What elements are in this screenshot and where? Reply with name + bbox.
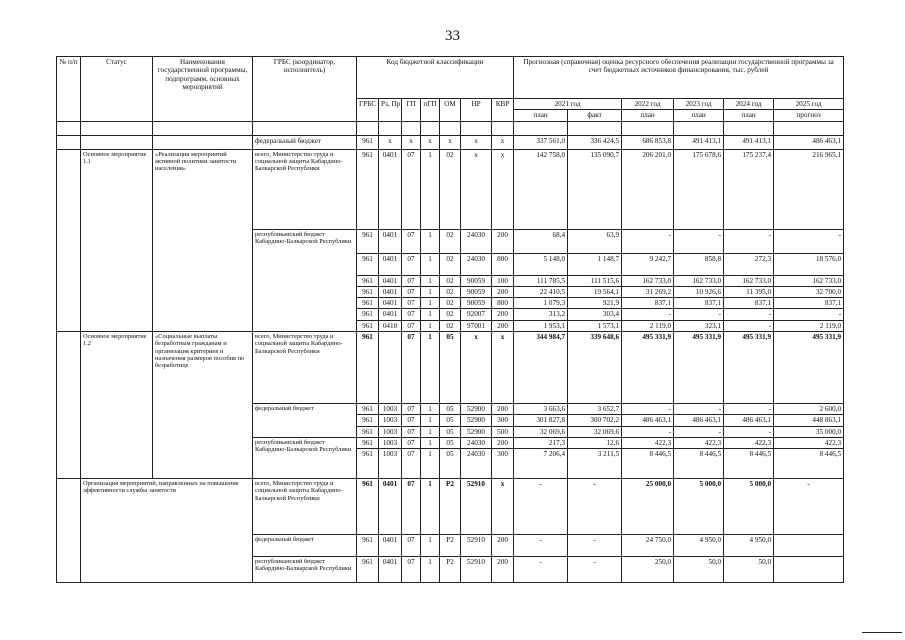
- value-cell: 8 446,5: [622, 449, 674, 479]
- header-code-om: ОМ: [440, 99, 461, 122]
- code-cell: 961: [357, 426, 379, 437]
- code-cell: 1: [421, 298, 440, 309]
- code-cell: 200: [492, 437, 514, 448]
- code-cell: 92007: [461, 309, 492, 320]
- table-row: [57, 331, 844, 403]
- code-cell: 961: [357, 403, 379, 414]
- value-cell: -: [724, 403, 774, 414]
- value-cell: 486 463,1: [774, 135, 844, 149]
- code-cell: 05: [440, 403, 461, 414]
- value-cell: 1 079,3: [514, 298, 568, 309]
- value-cell: 162 733,0: [724, 275, 774, 286]
- value-cell: 339 648,6: [568, 331, 622, 403]
- grbs-cell: всего, Министерство труда и социальной защиты Кабардино-Балкарской Республики: [253, 149, 357, 229]
- value-cell: 323,1: [674, 320, 724, 331]
- code-cell: 0401: [379, 535, 402, 557]
- value-cell: -: [622, 426, 674, 437]
- code-cell: 05: [440, 415, 461, 426]
- code-cell: 24030: [461, 229, 492, 253]
- value-cell: 68,4: [514, 229, 568, 253]
- header-status: Статус: [81, 57, 153, 122]
- value-cell: 495 331,9: [622, 331, 674, 403]
- code-cell: [379, 331, 402, 403]
- table-row: [57, 149, 844, 229]
- name-cell: «Социальные выплаты безработным гражданам и организация критериев и назначения размеров пособия по безработице: [153, 331, 253, 478]
- value-cell: 1 148,7: [568, 253, 622, 275]
- code-cell: 961: [357, 309, 379, 320]
- header-code-kvr: КВР: [492, 99, 514, 122]
- value-cell: 175 237,4: [724, 149, 774, 229]
- value-cell: 19 564,1: [568, 286, 622, 297]
- grbs-cell: республиканский бюджет Кабардино-Балкарской Республики: [253, 437, 357, 478]
- code-cell: 52910: [461, 557, 492, 583]
- value-cell: 142 758,0: [514, 149, 568, 229]
- grbs-cell: всего, Министерство труда и социальной защиты Кабардино-Балкарской Республики: [253, 479, 357, 535]
- code-cell: 1: [421, 229, 440, 253]
- value-cell: 8 446,5: [724, 449, 774, 479]
- status-cell: Основное мероприятие 1.1: [81, 149, 153, 331]
- value-cell: 216 965,1: [774, 149, 844, 229]
- code-cell: 961: [357, 320, 379, 331]
- value-cell: [774, 535, 844, 557]
- code-cell: 07: [402, 403, 421, 414]
- code-cell: x: [492, 135, 514, 149]
- code-cell: x: [492, 149, 514, 229]
- value-cell: 217,3: [514, 437, 568, 448]
- code-cell: 1: [421, 320, 440, 331]
- code-cell: P2: [440, 535, 461, 557]
- code-cell: 52900: [461, 403, 492, 414]
- code-cell: x: [379, 135, 402, 149]
- value-cell: 858,8: [674, 253, 724, 275]
- value-cell: -: [622, 229, 674, 253]
- value-cell: 18 576,0: [774, 253, 844, 275]
- value-cell: -: [724, 309, 774, 320]
- value-cell: 9 242,7: [622, 253, 674, 275]
- value-cell: 25 000,0: [622, 479, 674, 535]
- code-cell: P2: [440, 479, 461, 535]
- header-code-nr: НР: [461, 99, 492, 122]
- header-sub-plan: план: [622, 110, 674, 121]
- code-cell: 07: [402, 449, 421, 479]
- value-cell: 448 863,1: [774, 415, 844, 426]
- code-cell: 0401: [379, 298, 402, 309]
- value-cell: 4 950,0: [674, 535, 724, 557]
- value-cell: -: [674, 229, 724, 253]
- code-cell: 1: [421, 479, 440, 535]
- code-cell: 52910: [461, 479, 492, 535]
- code-cell: 05: [440, 426, 461, 437]
- code-cell: 961: [357, 415, 379, 426]
- budget-table: [56, 56, 844, 583]
- code-cell: P2: [440, 557, 461, 583]
- header-sub-plan: план: [514, 110, 568, 121]
- value-cell: 111 515,6: [568, 275, 622, 286]
- code-cell: 07: [402, 437, 421, 448]
- code-cell: 05: [440, 331, 461, 403]
- page-number: 33: [445, 28, 460, 44]
- value-cell: 495 331,9: [774, 331, 844, 403]
- value-cell: 32 069,6: [514, 426, 568, 437]
- value-cell: 3 652,7: [568, 403, 622, 414]
- code-cell: 961: [357, 149, 379, 229]
- code-cell: 07: [402, 320, 421, 331]
- header-sub-plan: план: [724, 110, 774, 121]
- value-cell: 5 000,0: [674, 479, 724, 535]
- value-cell: -: [724, 320, 774, 331]
- code-cell: 0401: [379, 557, 402, 583]
- header-sub-fact: факт: [568, 110, 622, 121]
- value-cell: 32 700,0: [774, 286, 844, 297]
- value-cell: 162 733,0: [622, 275, 674, 286]
- value-cell: 300 702,2: [568, 415, 622, 426]
- value-cell: -: [622, 403, 674, 414]
- grbs-cell: всего, Министерство труда и социальной защиты Кабардино-Балкарской Республики: [253, 331, 357, 403]
- code-cell: 1: [421, 535, 440, 557]
- value-cell: 1 573,1: [568, 320, 622, 331]
- value-cell: 5 000,0: [724, 479, 774, 535]
- code-cell: 02: [440, 229, 461, 253]
- code-cell: 02: [440, 275, 461, 286]
- code-cell: x: [492, 331, 514, 403]
- code-cell: 961: [357, 275, 379, 286]
- code-cell: 1: [421, 331, 440, 403]
- header-sub-plan: план: [674, 110, 724, 121]
- value-cell: 3 211,5: [568, 449, 622, 479]
- value-cell: 495 331,9: [674, 331, 724, 403]
- value-cell: 32 069,6: [568, 426, 622, 437]
- code-cell: 07: [402, 331, 421, 403]
- code-cell: 1: [421, 557, 440, 583]
- value-cell: 486 463,1: [674, 415, 724, 426]
- grbs-cell: федеральный бюджет: [253, 135, 357, 149]
- value-cell: 50,0: [674, 557, 724, 583]
- header-code-rzpr: Рз, Пр: [379, 99, 402, 122]
- code-cell: 07: [402, 229, 421, 253]
- value-cell: -: [674, 309, 724, 320]
- code-cell: 200: [492, 229, 514, 253]
- value-cell: 686 853,8: [622, 135, 674, 149]
- code-cell: 07: [402, 253, 421, 275]
- code-cell: 90059: [461, 275, 492, 286]
- value-cell: -: [568, 535, 622, 557]
- code-cell: 961: [357, 286, 379, 297]
- code-cell: 07: [402, 535, 421, 557]
- code-cell: 961: [357, 557, 379, 583]
- header-num: № п/п: [57, 57, 81, 122]
- code-cell: 961: [357, 449, 379, 479]
- value-cell: 31 269,2: [622, 286, 674, 297]
- code-cell: 1003: [379, 415, 402, 426]
- value-cell: -: [674, 403, 724, 414]
- name-cell: Организация мероприятий, направленных на повышение эффективности службы занятости: [81, 479, 253, 583]
- code-cell: 961: [357, 229, 379, 253]
- code-cell: 961: [357, 253, 379, 275]
- value-cell: -: [774, 309, 844, 320]
- value-cell: -: [724, 229, 774, 253]
- code-cell: 200: [492, 286, 514, 297]
- code-cell: 800: [492, 298, 514, 309]
- code-cell: 500: [492, 426, 514, 437]
- code-cell: x: [421, 135, 440, 149]
- value-cell: -: [674, 426, 724, 437]
- code-cell: 1: [421, 437, 440, 448]
- code-cell: 961: [357, 331, 379, 403]
- code-cell: 1003: [379, 403, 402, 414]
- code-cell: 07: [402, 298, 421, 309]
- header-year-2022: 2022 год: [622, 99, 674, 110]
- code-cell: 1: [421, 403, 440, 414]
- code-cell: x: [440, 135, 461, 149]
- code-cell: 1003: [379, 437, 402, 448]
- code-cell: x: [402, 135, 421, 149]
- value-cell: 162 733,0: [774, 275, 844, 286]
- code-cell: 300: [492, 415, 514, 426]
- value-cell: 495 331,9: [724, 331, 774, 403]
- value-cell: 35 000,0: [774, 426, 844, 437]
- code-cell: 200: [492, 403, 514, 414]
- value-cell: 3 663,6: [514, 403, 568, 414]
- code-cell: 0410: [379, 320, 402, 331]
- header-forecast: Прогнозная (справочная) оценка ресурсного обеспечения реализации государственной программы за счет бюджетных источников финансирования, тыс. рублей: [514, 57, 844, 99]
- header-year-2021: 2021 год: [514, 99, 622, 110]
- header-name: Наименования государственной программы, подпрограмм, основных мероприятий: [153, 57, 253, 122]
- grbs-cell: республиканский бюджет Кабардино-Балкарской Республики: [253, 557, 357, 583]
- value-cell: [774, 557, 844, 583]
- code-cell: 02: [440, 149, 461, 229]
- grbs-cell: республиканский бюджет Кабардино-Балкарской Республики: [253, 229, 357, 331]
- header-year-2025: 2025 год: [774, 99, 844, 110]
- code-cell: x: [492, 479, 514, 535]
- code-cell: 1: [421, 253, 440, 275]
- code-cell: 24030: [461, 449, 492, 479]
- status-cell: Основное мероприятие 1.2: [81, 331, 153, 478]
- code-cell: 0401: [379, 479, 402, 535]
- code-cell: 05: [440, 437, 461, 448]
- code-cell: 07: [402, 149, 421, 229]
- value-cell: 162 733,0: [674, 275, 724, 286]
- code-cell: 02: [440, 253, 461, 275]
- value-cell: 344 984,7: [514, 331, 568, 403]
- code-cell: 02: [440, 320, 461, 331]
- value-cell: -: [774, 229, 844, 253]
- scan-edge-mark: [862, 632, 902, 633]
- value-cell: -: [568, 479, 622, 535]
- code-cell: 1: [421, 426, 440, 437]
- code-cell: 0401: [379, 229, 402, 253]
- value-cell: 272,3: [724, 253, 774, 275]
- code-cell: 0401: [379, 286, 402, 297]
- header-year-2024: 2024 год: [724, 99, 774, 110]
- code-cell: 05: [440, 449, 461, 479]
- value-cell: -: [514, 479, 568, 535]
- code-cell: x: [461, 135, 492, 149]
- value-cell: 422,3: [622, 437, 674, 448]
- value-cell: 175 678,6: [674, 149, 724, 229]
- code-cell: 02: [440, 309, 461, 320]
- value-cell: 837,1: [674, 298, 724, 309]
- code-cell: 90059: [461, 286, 492, 297]
- value-cell: 486 463,1: [622, 415, 674, 426]
- value-cell: 4 950,0: [724, 535, 774, 557]
- code-cell: 200: [492, 309, 514, 320]
- header-year-2023: 2023 год: [674, 99, 724, 110]
- value-cell: -: [568, 557, 622, 583]
- code-cell: 07: [402, 275, 421, 286]
- header-grbs-coordinator: ГРБС (координатор, исполнитель): [253, 57, 357, 122]
- code-cell: 800: [492, 253, 514, 275]
- value-cell: 135 090,7: [568, 149, 622, 229]
- code-cell: 961: [357, 479, 379, 535]
- header-sub-forecast: прогноз: [774, 110, 844, 121]
- name-cell: «Реализация мероприятий активной политики занятости населения»: [153, 149, 253, 331]
- value-cell: 491 413,1: [674, 135, 724, 149]
- grbs-cell: федеральный бюджет: [253, 403, 357, 437]
- value-cell: 206 201,0: [622, 149, 674, 229]
- code-cell: 0401: [379, 149, 402, 229]
- code-cell: 07: [402, 286, 421, 297]
- value-cell: 50,0: [724, 557, 774, 583]
- value-cell: 2 119,0: [774, 320, 844, 331]
- code-cell: 90059: [461, 298, 492, 309]
- value-cell: 24 750,0: [622, 535, 674, 557]
- code-cell: 200: [492, 557, 514, 583]
- code-cell: 100: [492, 275, 514, 286]
- value-cell: 422,3: [724, 437, 774, 448]
- value-cell: -: [514, 535, 568, 557]
- code-cell: 0401: [379, 309, 402, 320]
- code-cell: 24030: [461, 437, 492, 448]
- code-cell: 07: [402, 479, 421, 535]
- value-cell: 10 926,6: [674, 286, 724, 297]
- table-row: [57, 135, 844, 149]
- code-cell: 300: [492, 449, 514, 479]
- code-cell: 07: [402, 309, 421, 320]
- code-cell: 1: [421, 309, 440, 320]
- value-cell: 491 413,1: [724, 135, 774, 149]
- code-cell: 52900: [461, 426, 492, 437]
- value-cell: 921,9: [568, 298, 622, 309]
- header-budget-code: Код бюджетной классификации: [357, 57, 514, 99]
- grbs-cell: федеральный бюджет: [253, 535, 357, 557]
- code-cell: 961: [357, 298, 379, 309]
- header-code-gp: ГП: [402, 99, 421, 122]
- code-cell: 1: [421, 449, 440, 479]
- value-cell: 1 953,1: [514, 320, 568, 331]
- value-cell: 63,9: [568, 229, 622, 253]
- value-cell: 837,1: [622, 298, 674, 309]
- value-cell: 422,3: [774, 437, 844, 448]
- code-cell: 02: [440, 298, 461, 309]
- code-cell: 0401: [379, 275, 402, 286]
- code-cell: 1: [421, 286, 440, 297]
- value-cell: -: [622, 309, 674, 320]
- value-cell: 8 446,5: [674, 449, 724, 479]
- value-cell: 8 446,5: [774, 449, 844, 479]
- value-cell: 303,4: [568, 309, 622, 320]
- value-cell: 22 410,5: [514, 286, 568, 297]
- code-cell: 200: [492, 320, 514, 331]
- code-cell: 24030: [461, 253, 492, 275]
- value-cell: 2 119,0: [622, 320, 674, 331]
- code-cell: 1: [421, 149, 440, 229]
- table-row: [57, 479, 844, 535]
- code-cell: 07: [402, 415, 421, 426]
- code-cell: x: [461, 331, 492, 403]
- value-cell: 7 206,4: [514, 449, 568, 479]
- code-cell: 07: [402, 557, 421, 583]
- value-cell: -: [774, 479, 844, 535]
- value-cell: 111 785,5: [514, 275, 568, 286]
- code-cell: 961: [357, 135, 379, 149]
- value-cell: 837,1: [724, 298, 774, 309]
- code-cell: 02: [440, 286, 461, 297]
- code-cell: 200: [492, 535, 514, 557]
- code-cell: 97001: [461, 320, 492, 331]
- value-cell: 11 395,0: [724, 286, 774, 297]
- value-cell: 422,3: [674, 437, 724, 448]
- code-cell: 961: [357, 437, 379, 448]
- value-cell: 250,0: [622, 557, 674, 583]
- value-cell: -: [514, 557, 568, 583]
- code-cell: 961: [357, 535, 379, 557]
- value-cell: 12,6: [568, 437, 622, 448]
- value-cell: 313,2: [514, 309, 568, 320]
- code-cell: 1: [421, 415, 440, 426]
- header-code-pgp: пГП: [421, 99, 440, 122]
- value-cell: 837,1: [774, 298, 844, 309]
- value-cell: 5 148,0: [514, 253, 568, 275]
- code-cell: 1: [421, 275, 440, 286]
- code-cell: x: [461, 149, 492, 229]
- value-cell: 301 827,8: [514, 415, 568, 426]
- code-cell: 0401: [379, 253, 402, 275]
- code-cell: 1003: [379, 449, 402, 479]
- value-cell: 336 424,5: [568, 135, 622, 149]
- code-cell: 52900: [461, 415, 492, 426]
- value-cell: 2 600,0: [774, 403, 844, 414]
- code-cell: 07: [402, 426, 421, 437]
- value-cell: -: [724, 426, 774, 437]
- header-code-grbs: ГРБС: [357, 99, 379, 122]
- value-cell: 337 561,0: [514, 135, 568, 149]
- value-cell: 486 463,1: [724, 415, 774, 426]
- code-cell: 52910: [461, 535, 492, 557]
- code-cell: 1003: [379, 426, 402, 437]
